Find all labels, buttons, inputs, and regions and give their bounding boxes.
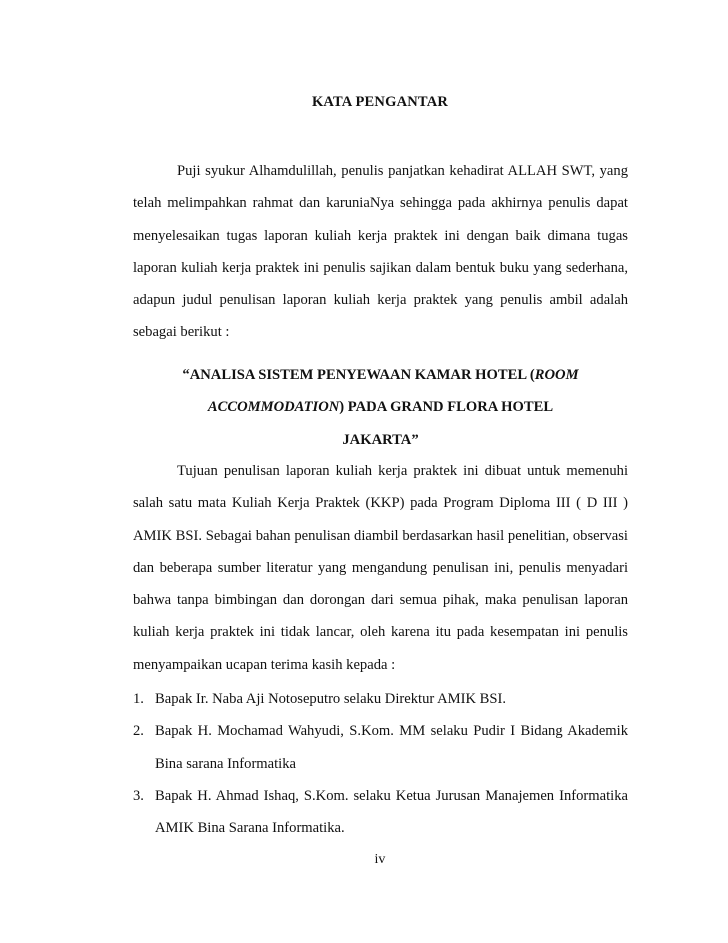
report-title-part-2: ) PADA GRAND FLORA HOTEL <box>339 399 554 416</box>
report-title-line-2 <box>133 391 628 423</box>
list-item-number: 3. <box>133 787 144 804</box>
report-title-part-2-italic: ACCOMMODATION <box>207 399 340 416</box>
list-item-number: 1. <box>133 691 144 707</box>
report-title-line-3: JAKARTA” <box>342 431 419 448</box>
list-item-number: 2. <box>133 723 144 740</box>
report-title-part-1-italic: ROOM <box>534 367 579 383</box>
list-item-text: Bapak H. Ahmad Ishaq, S.Kom. selaku Ketua Jurusan Manajemen Informatika AMIK Bina Sarana Informatika. <box>155 787 628 837</box>
list-item <box>133 683 628 715</box>
acknowledgement-list <box>133 683 628 844</box>
paragraph-intro: Puji syukur Alhamdulillah, penulis panjatkan kehadirat ALLAH SWT, yang telah melimpahkan rahmat dan karuniaNya sehingga pada akhirnya penulis dapat menyelesaikan tugas laporan kuliah kerja praktek ini dengan baik dimana tugas laporan kuliah kerja praktek ini penulis sajikan dalam bentuk buku yang sederhana, adapun judul penulisan laporan kuliah kerja praktek yang penulis ambil adalah sebagai berikut : <box>133 163 628 341</box>
report-title-block <box>133 359 628 456</box>
report-title-part-1: “ANALISA SISTEM PENYEWAAN KAMAR HOTEL ( <box>182 367 535 383</box>
report-title-line-1 <box>133 359 628 391</box>
list-item <box>133 715 628 780</box>
list-item-text: Bapak H. Mochamad Wahyudi, S.Kom. MM selaku Pudir I Bidang Akademik Bina sarana Informatika <box>155 723 628 772</box>
page-number: iv <box>374 852 386 867</box>
page-title: KATA PENGANTAR <box>311 94 449 110</box>
paragraph-purpose: Tujuan penulisan laporan kuliah kerja praktek ini dibuat untuk memenuhi salah satu mata Kuliah Kerja Praktek (KKP) pada Program Diploma III ( D III ) AMIK BSI. Sebagai bahan penulisan diambil berdasarkan hasil penelitian, observasi dan beberapa sumber literatur yang mengandung penulisan ini, penulis menyadari bahwa tanpa bimbingan dan dorongan dari semua pihak, maka penulisan laporan kuliah kerja praktek ini tidak lancar, oleh karena itu pada kesempatan ini penulis menyampaikan ucapan terima kasih kepada : <box>133 463 628 673</box>
list-item-text: Bapak Ir. Naba Aji Notoseputro selaku Direktur AMIK BSI. <box>155 691 507 707</box>
list-item <box>133 780 628 845</box>
